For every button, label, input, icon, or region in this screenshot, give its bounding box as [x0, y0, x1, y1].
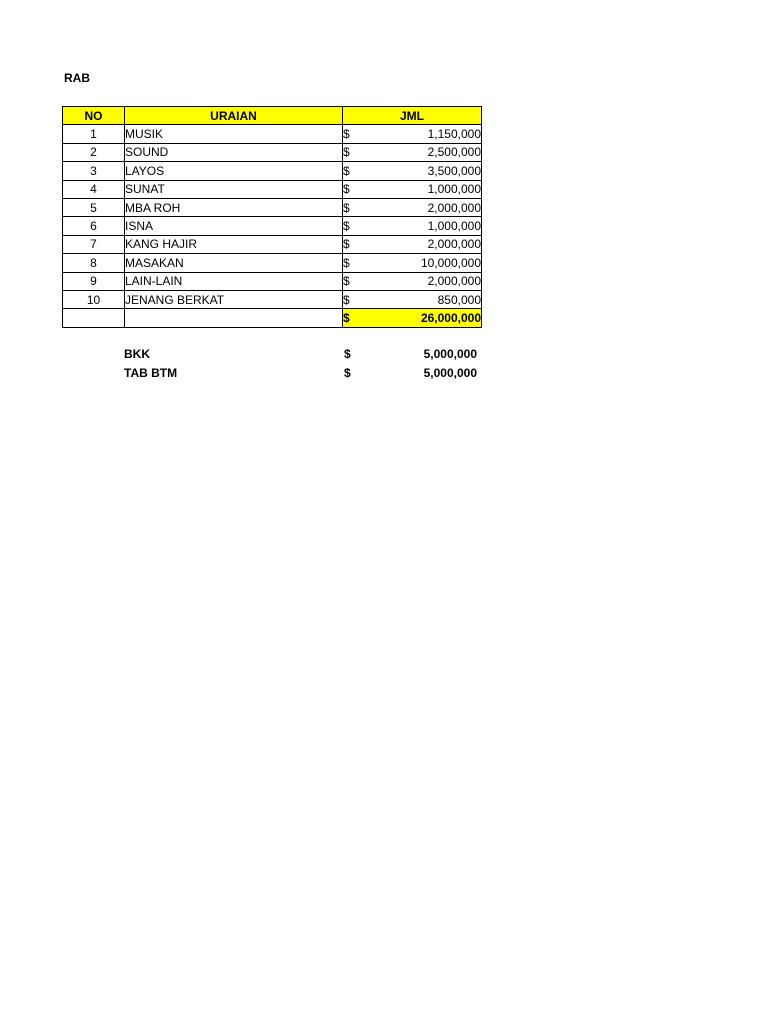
- row-amount-cell: [343, 180, 482, 198]
- row-number: 2: [63, 143, 125, 161]
- table-header-row: [63, 107, 482, 125]
- column-header-jml: JML: [343, 107, 482, 125]
- row-description: SUNAT: [125, 180, 343, 198]
- row-amount: 1,000,000: [427, 219, 481, 234]
- row-amount-cell: [343, 217, 482, 235]
- currency-symbol: $: [344, 347, 351, 361]
- column-header-no: NO: [63, 107, 125, 125]
- page-title: RAB: [64, 71, 90, 85]
- row-amount: 10,000,000: [420, 255, 481, 270]
- row-amount: 1,150,000: [427, 127, 481, 142]
- total-empty-uraian: [125, 309, 343, 327]
- table-row: [63, 198, 482, 216]
- row-amount-cell: [343, 162, 482, 180]
- row-number: 9: [63, 272, 125, 290]
- table-row: [63, 162, 482, 180]
- total-amount: 26,000,000: [420, 310, 481, 325]
- row-description: SOUND: [125, 143, 343, 161]
- row-amount: 2,000,000: [427, 200, 481, 215]
- row-amount: 2,000,000: [427, 274, 481, 289]
- summary-amount: 5,000,000: [423, 347, 477, 361]
- row-description: MUSIK: [125, 125, 343, 143]
- currency-symbol: $: [343, 182, 350, 197]
- table-row: [63, 235, 482, 253]
- row-amount-cell: [343, 198, 482, 216]
- row-amount-cell: [343, 125, 482, 143]
- row-number: 1: [63, 125, 125, 143]
- table-row: [63, 272, 482, 290]
- row-description: MASAKAN: [125, 254, 343, 272]
- row-amount: 2,000,000: [427, 237, 481, 252]
- summary-label: BKK: [124, 347, 150, 361]
- summary-money: [344, 364, 477, 383]
- row-number: 7: [63, 235, 125, 253]
- currency-symbol: $: [343, 127, 350, 142]
- summary-label: TAB BTM: [124, 366, 178, 380]
- row-number: 10: [63, 290, 125, 308]
- total-row: [63, 309, 482, 327]
- summary-amount: 5,000,000: [423, 366, 477, 380]
- row-amount: 2,500,000: [427, 145, 481, 160]
- column-header-uraian: URAIAN: [125, 107, 343, 125]
- table-row: [63, 143, 482, 161]
- currency-symbol: $: [343, 145, 350, 160]
- row-description: ISNA: [125, 217, 343, 235]
- row-amount: 3,500,000: [427, 163, 481, 178]
- currency-symbol: $: [343, 237, 350, 252]
- row-number: 5: [63, 198, 125, 216]
- currency-symbol: $: [343, 200, 350, 215]
- row-description: LAIN-LAIN: [125, 272, 343, 290]
- currency-symbol: $: [344, 366, 351, 380]
- row-number: 6: [63, 217, 125, 235]
- currency-symbol: $: [343, 292, 350, 307]
- currency-symbol: $: [343, 219, 350, 234]
- summary-block: [124, 345, 480, 383]
- currency-symbol: $: [343, 255, 350, 270]
- row-amount-cell: [343, 254, 482, 272]
- total-empty-no: [63, 309, 125, 327]
- rab-table: [62, 106, 482, 328]
- row-description: JENANG BERKAT: [125, 290, 343, 308]
- row-amount-cell: [343, 272, 482, 290]
- summary-row-tab-btm: [124, 364, 480, 383]
- currency-symbol: $: [343, 163, 350, 178]
- row-number: 8: [63, 254, 125, 272]
- row-description: LAYOS: [125, 162, 343, 180]
- row-number: 3: [63, 162, 125, 180]
- row-amount-cell: [343, 143, 482, 161]
- row-amount-cell: [343, 290, 482, 308]
- summary-money: [344, 345, 477, 364]
- table-row: [63, 217, 482, 235]
- table-row: [63, 125, 482, 143]
- row-amount-cell: [343, 235, 482, 253]
- row-number: 4: [63, 180, 125, 198]
- row-description: KANG HAJIR: [125, 235, 343, 253]
- summary-row-bkk: [124, 345, 480, 364]
- row-amount: 850,000: [437, 292, 481, 307]
- table-row: [63, 180, 482, 198]
- total-amount-cell: [343, 309, 482, 327]
- currency-symbol: $: [343, 274, 350, 289]
- row-description: MBA ROH: [125, 198, 343, 216]
- table-row: [63, 254, 482, 272]
- table-row: [63, 290, 482, 308]
- row-amount: 1,000,000: [427, 182, 481, 197]
- currency-symbol: $: [343, 310, 350, 325]
